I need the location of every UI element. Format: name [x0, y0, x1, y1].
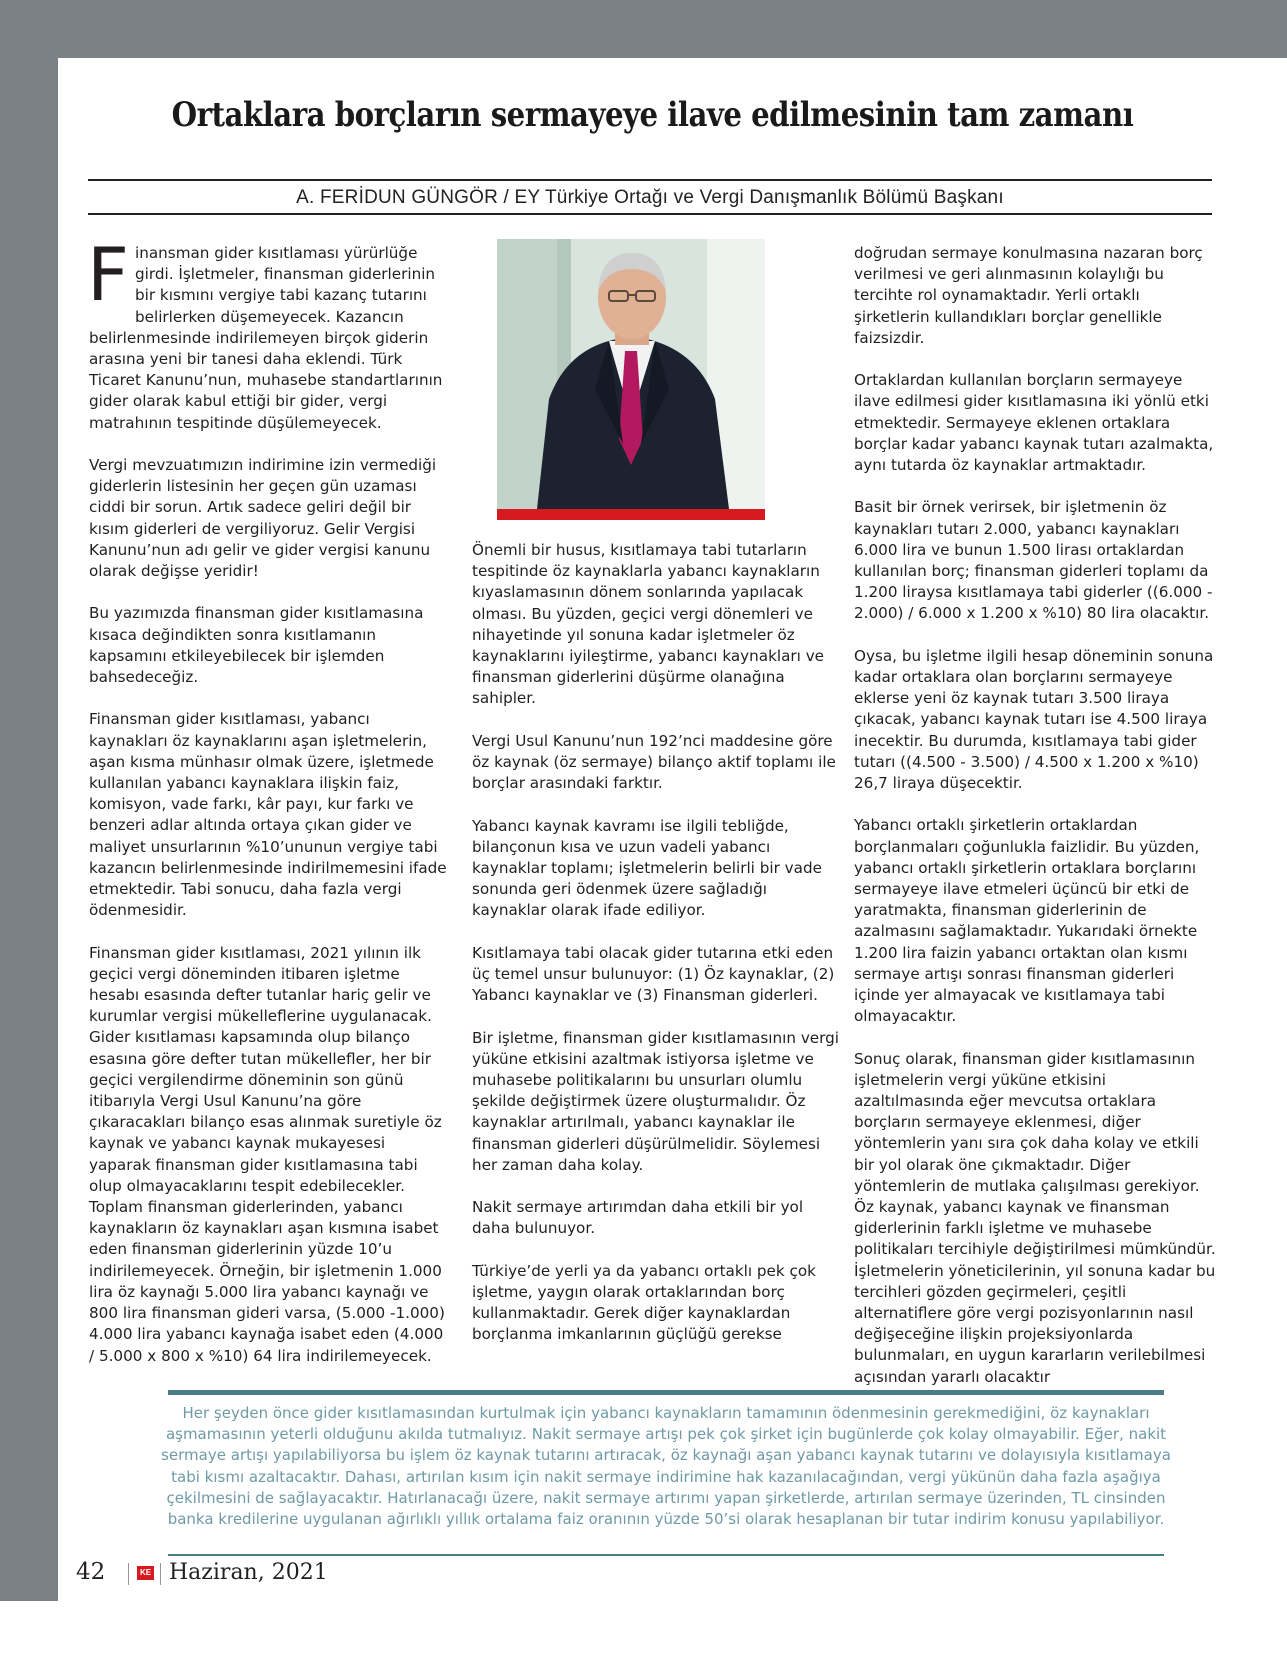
paragraph: Finansman gider kısıtlaması, yabancı kaynakları öz kaynaklarını aşan işletmelerin, aşan kısma münhasır olmak üzere, işletmede kullanılan yabancı kaynaklara ilişkin faiz, komisyon, vade farkı, kâr payı, kur farkı ve benzeri adlar altında ortaya çıkan gider ve maliyet unsurlarının %10’ununun vergiye tabi kazancın belirlenmesinde indirilmemesini ifade etmektedir. Tabi sonucu, daha fazla vergi ödenmesidir. — [89, 710, 447, 920]
footer-divider — [128, 1563, 129, 1585]
paragraph: Ortaklardan kullanılan borçların sermayeye ilave edilmesi gider kısıtlamasına iki yönlü etki etmektedir. Sermayeye eklenen ortaklara borçlar kadar yabancı kaynak tutarı azalmakta, aynı tutarda öz kaynaklar artmaktadır. — [854, 371, 1214, 475]
pullquote-rule-bottom — [168, 1554, 1164, 1556]
page-frame-top — [0, 0, 1287, 58]
paragraph: Sonuç olarak, finansman gider kısıtlamasının işletmelerin vergi yüküne etkisini azaltılmasında eğer mevcutsa ortaklara borçların sermayeye eklenmesi, diğer yöntemlerin yanı sıra çok daha kolay ve etkili bir yol olarak öne çıkmaktadır. Diğer yöntemlerin de mutlaka çalışılması gerekiyor. Öz kaynak, yabancı kaynak ve finansman giderlerinin farklı işletme ve muhasebe politikaları tercihiyle değiştirilmesi mümkündür. İşletmelerin yöneticilerinin, yıl sonuna kadar bu tercihleri gözden geçirmeleri, çeşitli alternatiflere göre vergi pozisyonlarının nasıl değişeceğine ilişkin projeksiyonlarda bulunmaları, en uygun kararların verilebilmesi açısından yararlı olacaktır — [854, 1049, 1216, 1386]
drop-cap: F — [87, 233, 129, 318]
page-frame-left — [0, 58, 58, 1601]
pullquote-rule-top — [168, 1390, 1164, 1395]
paragraph: Vergi mevzuatımızın indirimine izin vermediği giderlerin listesinin her geçen gün uzaması ciddi bir sorun. Artık sadece geliri değil bir kısım giderleri de vergiliyoruz. Gelir Vergisi Kanunu’nun adı gelir ve gider vergisi kanunu olarak değişse yeridir! — [89, 456, 437, 581]
author-portrait-illustration — [497, 239, 765, 509]
photo-accent-bar — [497, 509, 765, 520]
byline-rule-top — [88, 179, 1212, 181]
page-number: 42 — [76, 1559, 106, 1585]
paragraph: Basit bir örnek verirsek, bir işletmenin öz kaynakları tutarı 2.000, yabancı kaynakları 6.000 lira ve bunun 1.500 lirası ortaklardan kullanılan borç; finansman giderleri toplamı da 1.200 liraysa kısıtlamaya tabi giderler ((6.000 - 2.000) / 6.000 x 1.200 x %10) 80 lira olacaktır. — [854, 498, 1213, 623]
paragraph: Nakit sermaye artırımdan daha etkili bir yol daha bulunuyor. — [472, 1198, 804, 1238]
issue-date: Haziran, 2021 — [169, 1560, 328, 1585]
paragraph: Türkiye’de yerli ya da yabancı ortaklı pek çok işletme, yaygın olarak ortaklarından borç kullanmaktadır. Gerek diğer kaynaklardan borçlanma imkanlarının güçlüğü gerekse — [472, 1261, 816, 1344]
paragraph — [87, 233, 449, 434]
pullquote: Her şeyden önce gider kısıtlamasından kurtulmak için yabancı kaynakların tamamının ödenmesinin gerekmediğini, öz kaynakları aşmamasının yeterli olduğunu akılda tutmalıyız. Nakit sermaye artışı pek çok şirket için bugünlerde çok kolay olmayabilir. Eğer, nakit sermaye artışı yapılabiliyorsa bu işlem öz kaynak tutarını artıracak, öz kaynağı aşan yabancı kaynak tutarını ve dolayısıyla kısıtlamaya tabi kısmı azaltacaktır. Dahası, artırılan kısım için nakit sermaye indirimine hak kazanılacağından, vergi yükünün daha fazla aşağıya çekilmesini de sağlayacaktır. Hatırlanacağı üzere, nakit sermaye artırımı yapan şirketlerde, artırılan sermaye üzerinden, TL cinsinden banka kredilerine uygulanan ağırlıklı yıllık ortalama faiz oranının yüzde 50’si olarak hesaplanan bir tutar indirim konusu yapılabiliyor. — [161, 1404, 1171, 1529]
author-photo — [497, 239, 765, 509]
article-column-2 — [472, 540, 842, 1346]
article-byline: A. FERİDUN GÜNGÖR / EY Türkiye Ortağı ve Vergi Danışmanlık Bölümü Başkanı — [296, 187, 1004, 208]
article-column-1 — [87, 233, 449, 1367]
paragraph: Bir işletme, finansman gider kısıtlamasının vergi yüküne etkisini azaltmak istiyorsa işletme ve muhasebe politikalarını bu unsurları olumlu şekilde değiştirmek üzere oluşturmalıdır. Öz kaynaklar artırılmalı, yabancı kaynaklar ile finansman giderleri düşürülmelidir. Söylemesi her zaman daha kolay. — [472, 1028, 839, 1174]
paragraph: Yabancı ortaklı şirketlerin ortaklardan borçlanmaları çoğunlukla faizlidir. Bu yüzden, yabancı ortaklı şirketlerin ortaklara borçlarını sermayeye ilave etmeleri üçüncü bir etki de yaratmakta, finansman giderlerinin de azalmasını sağlamaktadır. Yukarıdaki örnekte 1.200 lira faizin yabancı ortaktan olan kısmı sermaye artışı sonrası finansman giderleri içinde yer almayacak ve kısıtlamaya tabi olmayacaktır. — [854, 816, 1200, 1026]
byline-rule-bottom — [88, 213, 1212, 215]
paragraph: Bu yazımızda finansman gider kısıtlamasına kısaca değindikten sonra kısıtlamanın kapsamını etkileyebilecek bir işlemden bahsedeceğiz. — [89, 604, 424, 687]
magazine-logo: KE — [137, 1566, 154, 1580]
article-column-3 — [854, 243, 1219, 1388]
paragraph: Oysa, bu işletme ilgili hesap döneminin sonuna kadar ortaklara olan borçlarını sermayeye eklerse yeni öz kaynak tutarı 3.500 liraya çıkacak, yabancı kaynak tutarı ise 4.500 liraya inecektir. Bu durumda, kısıtlamaya tabi gider tutarı ((4.500 - 3.500) / 4.500 x 1.200 x %10) 26,7 liraya düşecektir. — [854, 646, 1214, 793]
footer-divider — [160, 1563, 161, 1585]
paragraph: Finansman gider kısıtlaması, 2021 yılının ilk geçici vergi döneminden itibaren işletme hesabı esasında defter tutanlar hariç gelir ve kurumlar vergisi mükelleflerine uygulanacak. Gider kısıtlaması kapsamında olup bilanço esasına göre defter tutan mükellefler, her bir geçici vergilendirme döneminin son günü itibarıyla Vergi Usul Kanunu’na göre çıkaracakları bilanço esas alınmak suretiyle öz kaynak ve yabancı kaynak mukayesesi yaparak finansman gider kısıtlamasına tabi olup olmayacaklarını tespit edebilecekler. Toplam finansman giderlerinden, yabancı kaynakların öz kaynakları aşan kısmına isabet eden finansman giderlerinin yüzde 10’u indirilemeyecek. Örneğin, bir işletmenin 1.000 lira öz kaynağı 5.000 lira yabancı kaynağı ve 800 lira finansman gideri varsa, (5.000 -1.000) 4.000 lira yabancı kaynağa isabet eden (4.000 / 5.000 x 800 x %10) 64 lira indirilemeyecek. — [89, 943, 445, 1365]
paragraph: Vergi Usul Kanunu’nun 192’nci maddesine göre öz kaynak (öz sermaye) bilanço aktif toplamı ile borçlar arasındaki farktır. — [472, 731, 836, 793]
article-title: Ortaklara borçların sermayeye ilave edilmesinin tam zamanı — [171, 95, 1134, 135]
paragraph: Önemli bir husus, kısıtlamaya tabi tutarların tespitinde öz kaynaklarla yabancı kaynakların kıyaslamasının dönem sonlarında yapılacak olması. Bu yüzden, geçici vergi dönemleri ve nihayetinde yıl sonuna kadar işletmeler öz kaynaklarını iyileştirme, yabancı kaynakları ve finansman giderlerini düşürme olanağına sahipler. — [472, 541, 825, 708]
paragraph: Kısıtlamaya tabi olacak gider tutarına etki eden üç temel unsur bulunuyor: (1) Öz kaynaklar, (2) Yabancı kaynaklar ve (3) Finansman giderleri. — [472, 943, 835, 1005]
paragraph: doğrudan sermaye konulmasına nazaran borç verilmesi ve geri alınmasının kolaylığı bu tercihte rol oynamaktadır. Yerli ortaklı şirketlerin kullandıkları borçlar genellikle faizsizdir. — [854, 244, 1203, 347]
paragraph-text: inansman gider kısıtlaması yürürlüğe girdi. İşletmeler, finansman giderlerinin bir kısmını vergiye tabi kazanç tutarını belirlerken düşemeyecek. Kazancın belirlenmesinde indirilemeyen birçok giderin arasına yeni bir tanesi daha eklendi. Türk Ticaret Kanunu’nun, muhasebe standartlarının gider olarak kabul ettiği bir gider, vergi matrahının tespitinde düşülemeyecek. — [89, 244, 443, 432]
paragraph: Yabancı kaynak kavramı ise ilgili tebliğde, bilançonun kısa ve uzun vadeli yabancı kaynaklar toplamı; işletmelerin belirli bir vade sonunda geri ödenmek üzere sağladığı kaynaklar olarak ifade ediliyor. — [472, 816, 822, 920]
